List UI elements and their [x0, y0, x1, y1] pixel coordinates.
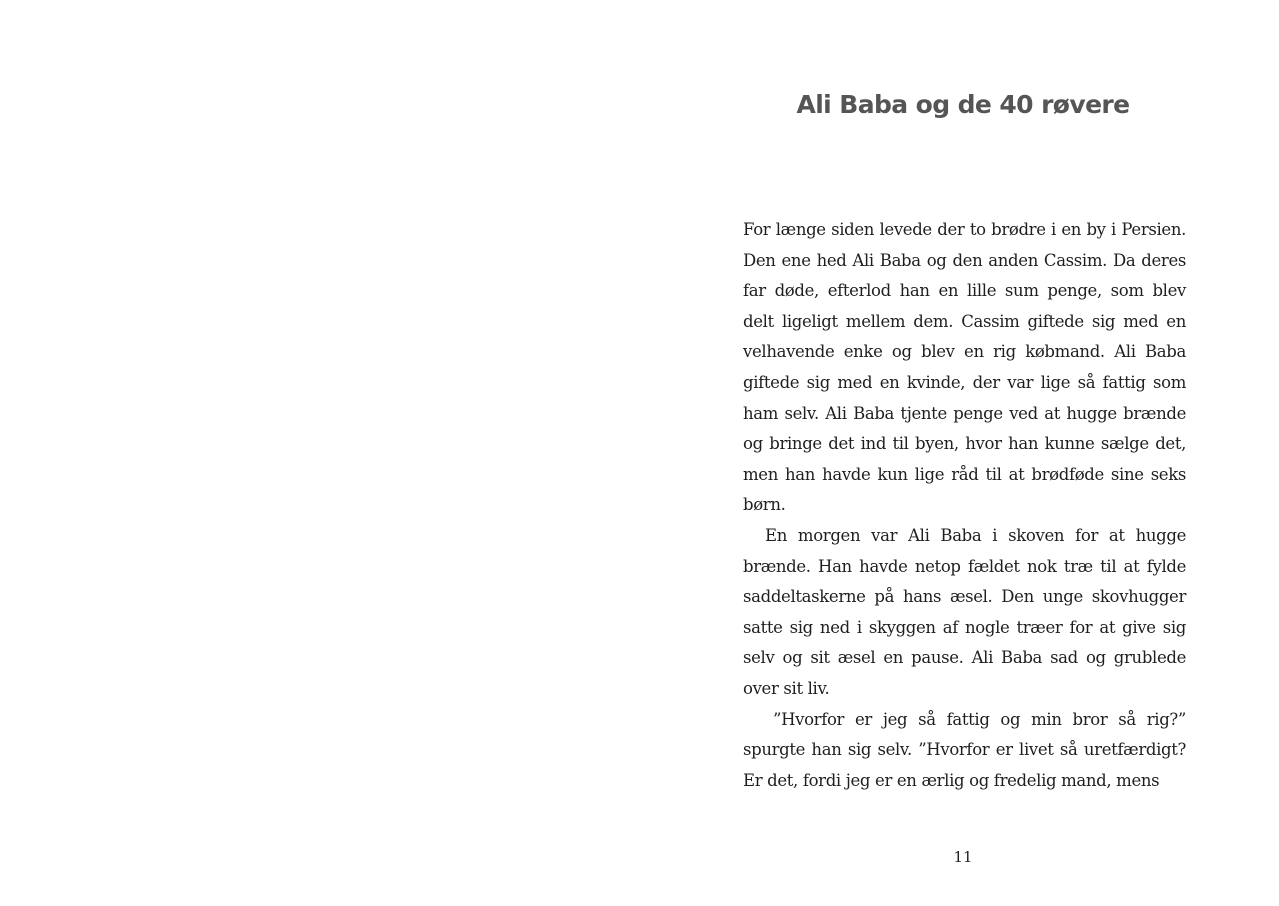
paragraph-2: En morgen var Ali Baba i skoven for at hugge brænde. Han havde netop fældet nok træ til at fylde saddeltaskerne på hans æsel. Den unge skovhugger satte sig ned i skyggen af nogle træer for at give sig selv og sit æsel en pause. Ali Baba sad og grublede over sit liv.	[743, 525, 1186, 698]
chapter-title: Ali Baba og de 40 røvere	[796, 90, 1130, 119]
right-page	[640, 0, 1279, 906]
paragraph-3: ”Hvorfor er jeg så fattig og min bror så rig?” spurgte han sig selv. ”Hvorfor er livet så uretfærdigt? Er det, fordi jeg er en ærlig og fredelig mand, mens	[743, 709, 1186, 790]
body-text	[743, 215, 1186, 796]
page-number: 11	[953, 848, 973, 866]
paragraph-1: For længe siden levede der to brødre i en by i Persien. Den ene hed Ali Baba og den anden Cassim. Da deres far døde, efterlod han en lille sum penge, som blev delt ligeligt mellem dem. Cassim giftede sig med en velhavende enke og blev en rig købmand. Ali Baba giftede sig med en kvinde, der var lige så fattig som ham selv. Ali Baba tjente penge ved at hugge brænde og bringe det ind til byen, hvor han kunne sælge det, men han havde kun lige råd til at brødføde sine seks børn.	[743, 220, 1186, 515]
